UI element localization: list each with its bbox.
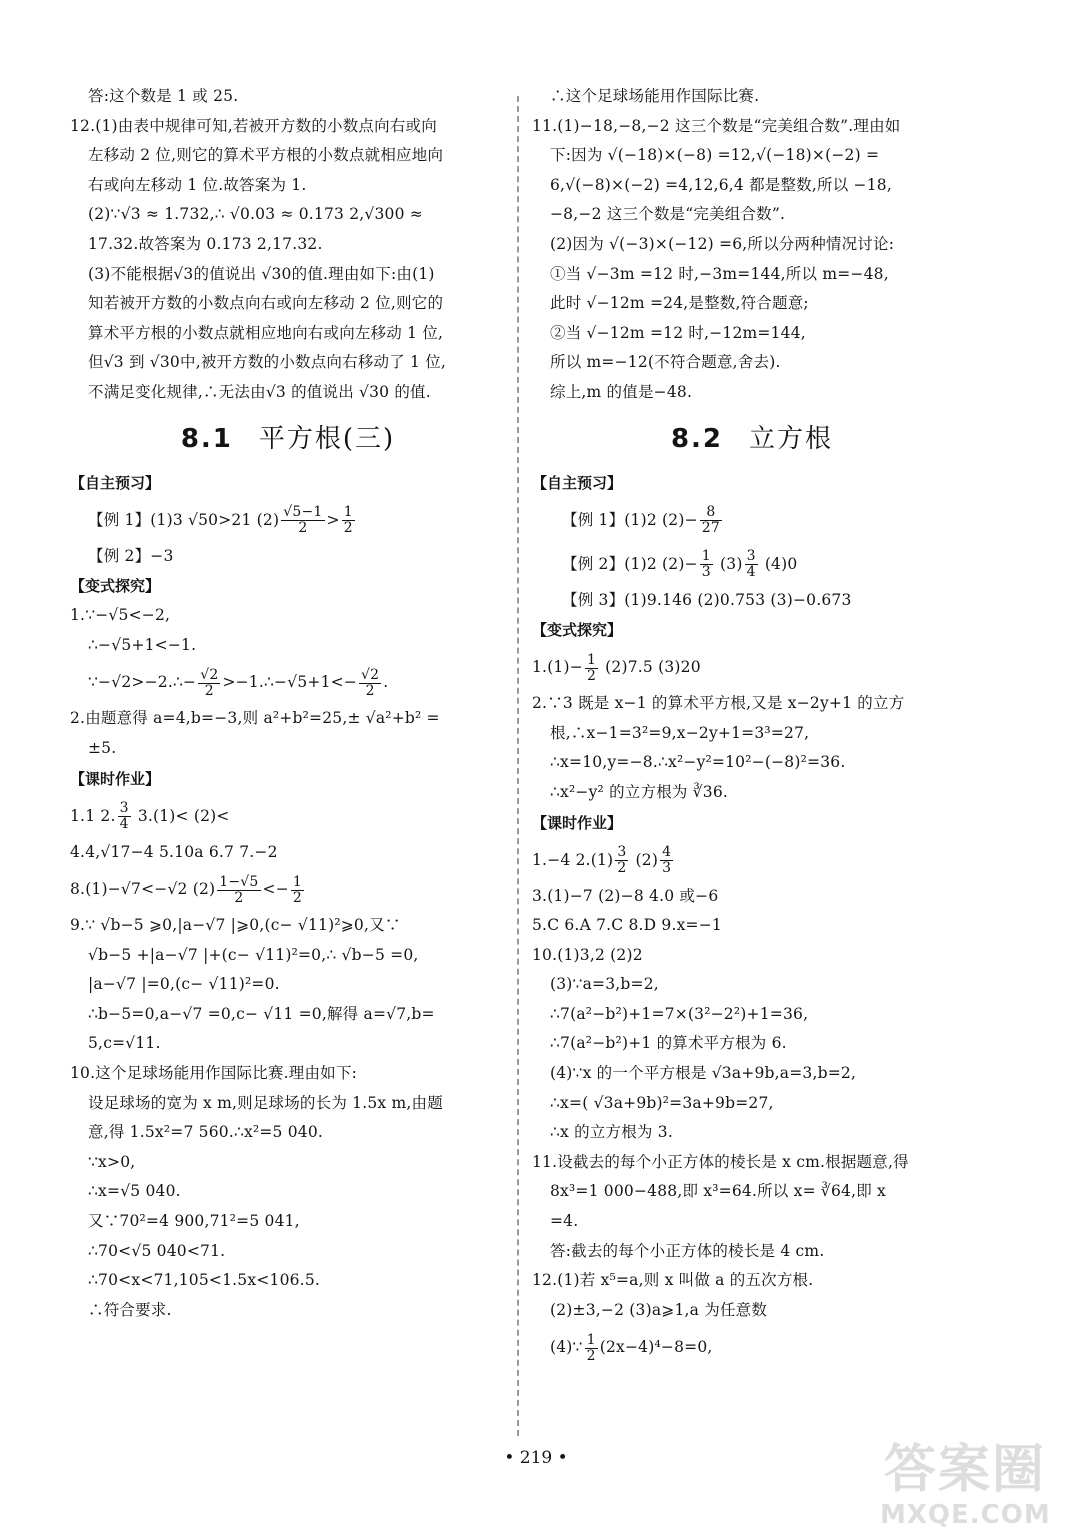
text-line: 综上,m 的值是−48. [550, 382, 693, 401]
tag-explore: 【变式探究】 [70, 577, 161, 596]
fraction [615, 845, 628, 875]
fraction [291, 875, 304, 905]
text-line: ∴这个足球场能用作国际比赛. [550, 87, 760, 105]
fraction [585, 1333, 598, 1363]
tag-homework: 【课时作业】 [70, 769, 161, 788]
text-run: 1.1 2. [70, 806, 116, 825]
text-line: 11.设截去的每个小正方体的棱长是 x cm.根据题意,得 [532, 1152, 909, 1171]
watermark-text: 答案圈 [883, 1440, 1046, 1500]
text-line: (4)∵x 的一个平方根是 √3a+9b,a=3,b=2, [550, 1064, 857, 1083]
text-line: 4.4,√17−4 5.10a 6.7 7.−2 [70, 842, 278, 861]
text-run: 【例 2】(1)2 (2)− [562, 554, 698, 573]
fraction [700, 505, 722, 535]
text-line: 3.(1)−7 (2)−8 4.0 或−6 [532, 886, 719, 905]
text-line: 设足球场的宽为 x m,则足球场的长为 1.5x m,由题 [88, 1093, 443, 1112]
text-line: 12.(1)若 x⁵=a,则 x 叫做 a 的五次方根. [532, 1271, 814, 1290]
numerator: 4 [662, 844, 672, 861]
text-line [70, 867, 506, 911]
text-line: √b−5 +|a−√7 |+(c− √11)²=0,∴ √b−5 =0, [88, 945, 419, 964]
numerator: 1 [586, 1332, 596, 1349]
text-run: (4)0 [759, 554, 798, 573]
denominator: 2 [343, 520, 353, 537]
denominator: 3 [701, 564, 711, 581]
text-run: >−1.∴−√5+1<− [222, 673, 358, 692]
text-line: 17.32.故答案为 0.173 2,17.32. [88, 234, 323, 253]
text-line: ∴70<√5 040<71. [88, 1241, 226, 1260]
watermark-logo [880, 1440, 1050, 1530]
text-line: ∴−√5+1<−1. [88, 635, 197, 654]
section-title [532, 416, 972, 462]
text-line: ∴x 的立方根为 3. [550, 1123, 673, 1142]
text-line: (2)∵√3 ≈ 1.732,∴ √0.03 ≈ 0.173 2,√300 ≈ [88, 205, 423, 224]
text-line: ∴x²−y² 的立方根为 ∛36. [550, 782, 729, 801]
text-line: 此时 √−12m =24,是整数,符合题意; [550, 294, 809, 313]
text-line: 又∵70²=4 900,71²=5 041, [88, 1212, 300, 1231]
text-line: 不满足变化规律,∴无法由√3 的值说出 √30 的值. [88, 382, 431, 401]
text-line: 9.∵ √b−5 ⩾0,|a−√7 |⩾0,(c− √11)²⩾0,又∵ [70, 916, 401, 935]
denominator: 2 [292, 889, 303, 906]
example-3: 【例 3】(1)9.146 (2)0.753 (3)−0.673 [562, 590, 852, 609]
text-line: (3)∵a=3,b=2, [550, 975, 659, 994]
text-line: (3)不能根据√3的值说出 √30的值.理由如下:由(1) [88, 264, 435, 283]
text-line: ∴b−5=0,a−√7 =0,c− √11 =0,解得 a=√7,b= [88, 1004, 435, 1023]
fraction [198, 668, 220, 698]
text-line: 10.这个足球场能用作国际比赛.理由如下: [70, 1064, 358, 1083]
text-line: ∴x=( √3a+9b)²=3a+9b=27, [550, 1093, 774, 1112]
text-run: . [383, 673, 389, 692]
page-number: • 219 • [504, 1448, 568, 1468]
text-line: 10.(1)3,2 (2)2 [532, 945, 643, 964]
fraction [118, 801, 131, 831]
numerator: 3 [617, 844, 627, 861]
text-line: ∴7(a²−b²)+1 的算术平方根为 6. [550, 1034, 787, 1053]
text-line [70, 794, 506, 838]
text-run: (2x−4)⁴−8=0, [599, 1338, 713, 1357]
column-divider [517, 96, 519, 1436]
text-line: 答:这个数是 1 或 25. [88, 87, 239, 105]
example-2 [532, 542, 972, 586]
text-line: 右或向左移动 1 位.故答案为 1. [88, 175, 307, 194]
example-2: 【例 2】−3 [88, 546, 174, 565]
denominator: 27 [701, 520, 720, 537]
text-run: (2) [630, 850, 659, 869]
denominator: 4 [746, 564, 756, 581]
text-line: ±5. [88, 738, 117, 757]
section-name: 平方根(三) [258, 423, 396, 454]
fraction [281, 505, 324, 535]
text-line: 算术平方根的小数点就相应地向右或向左移动 1 位, [88, 323, 444, 342]
numerator: 1−√5 [219, 873, 259, 890]
numerator: 1 [701, 548, 711, 565]
text-line: ∴符合要求. [88, 1300, 172, 1319]
text-line: 6,√(−8)×(−2) =4,12,6,4 都是整数,所以 −18, [550, 175, 892, 194]
numerator: √5−1 [283, 504, 323, 521]
tag-explore: 【变式探究】 [532, 621, 623, 640]
fraction [745, 549, 758, 579]
text-line: ∵x>0, [88, 1152, 136, 1171]
fraction [585, 653, 598, 683]
denominator: 2 [586, 667, 597, 684]
text-run: 1.(1)− [532, 658, 583, 677]
text-run: (3) [714, 554, 743, 573]
right-column [532, 82, 972, 1369]
text-line: 所以 m=−12(不符合题意,舍去). [550, 353, 781, 372]
text-line: 11.(1)−18,−8,−2 这三个数是“完美组合数”.理由如 [532, 116, 901, 135]
text-run: 【例 1】(1)2 (2)− [562, 510, 698, 529]
text-line: 2.由题意得 a=4,b=−3,则 a²+b²=25,± √a²+b² = [70, 709, 440, 728]
text-line [532, 645, 972, 689]
text-run: > [326, 510, 340, 529]
tag-preview: 【自主预习】 [70, 473, 161, 492]
text-line: 1.∵−√5<−2, [70, 606, 171, 625]
text-line: 5,c=√11. [88, 1034, 161, 1053]
watermark-url: MXQE.COM [880, 1500, 1051, 1530]
denominator: 3 [662, 860, 672, 876]
text-run: 1.−4 2.(1) [532, 850, 614, 869]
tag-homework: 【课时作业】 [532, 813, 623, 832]
text-line: −8,−2 这三个数是“完美组合数”. [550, 205, 786, 224]
text-run: (2)7.5 (3)20 [600, 658, 701, 677]
text-line: 2.∵3 既是 x−1 的算术平方根,又是 x−2y+1 的立方 [532, 694, 905, 713]
text-run: ∵−√2>−2.∴− [88, 673, 197, 692]
denominator: 2 [234, 889, 244, 906]
example-1 [70, 498, 506, 542]
text-line: 但√3 到 √30中,被开方数的小数点向右移动了 1 位, [88, 353, 447, 372]
numerator: 1 [586, 651, 597, 668]
section-number: 8.2 [670, 423, 724, 454]
text-line: ∴x=10,y=−8.∴x²−y²=10²−(−8)²=36. [550, 753, 846, 772]
text-line: 知若被开方数的小数点向右或向左移动 2 位,则它的 [88, 294, 444, 313]
text-line [532, 1325, 972, 1369]
text-line: =4. [550, 1212, 579, 1231]
text-run: 8.(1)−√7<−√2 (2) [70, 880, 216, 899]
text-line: ∴7(a²−b²)+1=7×(3²−2²)+1=36, [550, 1004, 809, 1023]
text-run: 【例 1】(1)3 √50>21 (2) [88, 510, 280, 529]
text-line: |a−√7 |=0,(c− √11)²=0. [88, 975, 280, 994]
numerator: 1 [343, 504, 353, 521]
numerator: √2 [200, 667, 219, 684]
text-line: ①当 √−3m =12 时,−3m=144,所以 m=−48, [550, 264, 889, 283]
text-line [70, 660, 506, 704]
section-number: 8.1 [180, 423, 233, 454]
denominator: 2 [298, 520, 308, 537]
numerator: √2 [361, 667, 380, 684]
denominator: 4 [119, 816, 129, 832]
tag-preview: 【自主预习】 [532, 473, 623, 492]
fraction [700, 549, 713, 579]
fraction [217, 875, 260, 905]
denominator: 2 [204, 682, 214, 699]
text-line: (2)因为 √(−3)×(−12) =6,所以分两种情况讨论: [550, 234, 895, 253]
example-1 [532, 498, 972, 542]
section-name: 立方根 [749, 423, 834, 454]
left-column [70, 82, 506, 1325]
numerator: 8 [700, 505, 722, 521]
text-line: 根,∴x−1=3²=9,x−2y+1=3³=27, [550, 723, 810, 742]
text-line: ∴x=√5 040. [88, 1182, 181, 1201]
denominator: 2 [365, 682, 375, 699]
text-line: 左移动 2 位,则它的算术平方根的小数点就相应地向 [88, 146, 444, 165]
text-line: 下:因为 √(−18)×(−8) =12,√(−18)×(−2) = [550, 146, 880, 165]
fraction [342, 505, 355, 535]
numerator: 3 [119, 800, 129, 817]
fraction [359, 668, 381, 698]
text-line: 8x³=1 000−488,即 x³=64.所以 x= ∛64,即 x [550, 1182, 886, 1201]
denominator: 2 [617, 860, 627, 876]
numerator: 1 [292, 873, 303, 890]
text-line: ∴70<x<71,105<1.5x<106.5. [88, 1271, 321, 1290]
text-run: (4)∵ [550, 1338, 583, 1357]
text-line: 12.(1)由表中规律可知,若被开方数的小数点向右或向 [70, 116, 437, 135]
denominator: 2 [586, 1347, 596, 1364]
section-title [70, 416, 506, 462]
text-run: <− [262, 880, 289, 899]
text-run: 3.(1)< (2)< [132, 806, 230, 825]
text-line [532, 838, 972, 882]
fraction [660, 845, 673, 875]
text-line: 答:截去的每个小正方体的棱长是 4 cm. [550, 1241, 825, 1260]
text-line: 意,得 1.5x²=7 560.∴x²=5 040. [88, 1123, 324, 1142]
text-line: ②当 √−12m =12 时,−12m=144, [550, 323, 806, 342]
numerator: 3 [746, 548, 756, 565]
text-line: (2)±3,−2 (3)a⩾1,a 为任意数 [550, 1300, 768, 1319]
text-line: 5.C 6.A 7.C 8.D 9.x=−1 [532, 916, 722, 935]
